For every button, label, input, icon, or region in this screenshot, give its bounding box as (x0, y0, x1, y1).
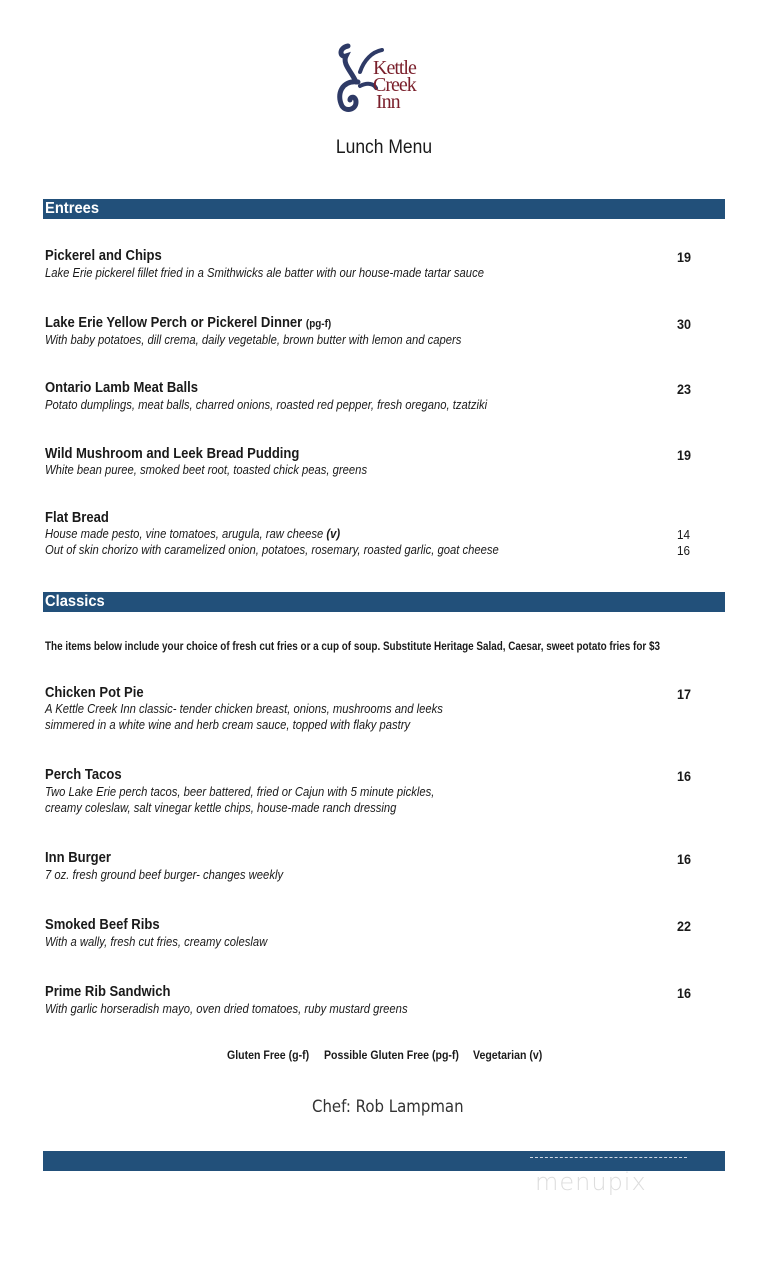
item-name (45, 315, 331, 331)
section-header-entrees (43, 199, 725, 219)
logo-line: Inn (376, 91, 400, 113)
item-price: 22 (677, 918, 692, 934)
item-desc: simmered in a white wine and herb cream sauce, topped with flaky pastry (45, 718, 411, 732)
item-desc: White bean puree, smoked beet root, toasted chick peas, greens (45, 463, 368, 477)
option-text: House made pesto, vine tomatoes, arugula, raw cheese (45, 527, 324, 541)
item-price: 16 (677, 543, 691, 558)
item-name: Smoked Beef Ribs (45, 917, 160, 933)
legend-gluten-free: Gluten Free (g-f) (227, 1048, 310, 1062)
legend-vegetarian: Vegetarian (v) (473, 1048, 543, 1062)
item-name: Ontario Lamb Meat Balls (45, 380, 199, 396)
item-price: 16 (677, 768, 692, 784)
item-price: 19 (677, 249, 692, 265)
item-desc: 7 oz. fresh ground beef burger- changes weekly (45, 868, 284, 882)
item-price: 30 (677, 316, 692, 332)
item-price: 16 (677, 851, 692, 867)
item-name: Pickerel and Chips (45, 248, 162, 264)
watermark: menupix (535, 1168, 647, 1196)
item-name-text: Lake Erie Yellow Perch or Pickerel Dinner (45, 315, 303, 331)
item-name: Flat Bread (45, 510, 109, 526)
diet-tag: (v) (326, 527, 341, 541)
item-desc: A Kettle Creek Inn classic- tender chicken breast, onions, mushrooms and leeks (45, 702, 443, 716)
item-option-desc (45, 527, 340, 541)
section-note: The items below include your choice of fresh cut fries or a cup of soup. Substitute Heritage Salad, Caesar, sweet potato fries for $3 (45, 641, 660, 653)
item-desc: Lake Erie pickerel fillet fried in a Smithwicks ale batter with our house-made tartar sauce (45, 266, 484, 280)
item-desc: Potato dumplings, meat balls, charred onions, roasted red pepper, fresh oregano, tzatziki (45, 398, 488, 412)
item-desc: With garlic horseradish mayo, oven dried tomatoes, ruby mustard greens (45, 1002, 408, 1016)
item-price: 16 (677, 985, 692, 1001)
item-option-desc: Out of skin chorizo with caramelized onion, potatoes, rosemary, roasted garlic, goat cheese (45, 543, 499, 557)
item-price: 14 (677, 527, 691, 542)
chef-credit: Chef: Rob Lampman (312, 1097, 464, 1117)
logo-text (373, 57, 416, 113)
section-header-classics (43, 592, 725, 612)
item-name: Perch Tacos (45, 767, 122, 783)
item-name: Prime Rib Sandwich (45, 984, 171, 1000)
item-name: Chicken Pot Pie (45, 685, 144, 701)
item-desc: With baby potatoes, dill crema, daily vegetable, brown butter with lemon and capers (45, 333, 462, 347)
logo-line: Creek (373, 74, 416, 96)
logo-line: Kettle (373, 57, 416, 79)
item-price: 19 (677, 447, 692, 463)
item-desc: With a wally, fresh cut fries, creamy coleslaw (45, 935, 268, 949)
item-price: 17 (677, 686, 692, 702)
legend-possible-gluten-free: Possible Gluten Free (pg-f) (324, 1048, 459, 1062)
item-price: 23 (677, 381, 692, 397)
item-name: Inn Burger (45, 850, 111, 866)
item-name: Wild Mushroom and Leek Bread Pudding (45, 446, 300, 462)
item-desc: creamy coleslaw, salt vinegar kettle chips, house-made ranch dressing (45, 801, 397, 815)
diet-tag: (pg-f) (305, 318, 332, 330)
section-heading: Entrees (45, 200, 100, 217)
page-title: Lunch Menu (335, 137, 433, 158)
item-desc: Two Lake Erie perch tacos, beer battered, fried or Cajun with 5 minute pickles, (45, 785, 435, 799)
section-heading: Classics (45, 593, 105, 610)
watermark-dashes (530, 1157, 687, 1158)
